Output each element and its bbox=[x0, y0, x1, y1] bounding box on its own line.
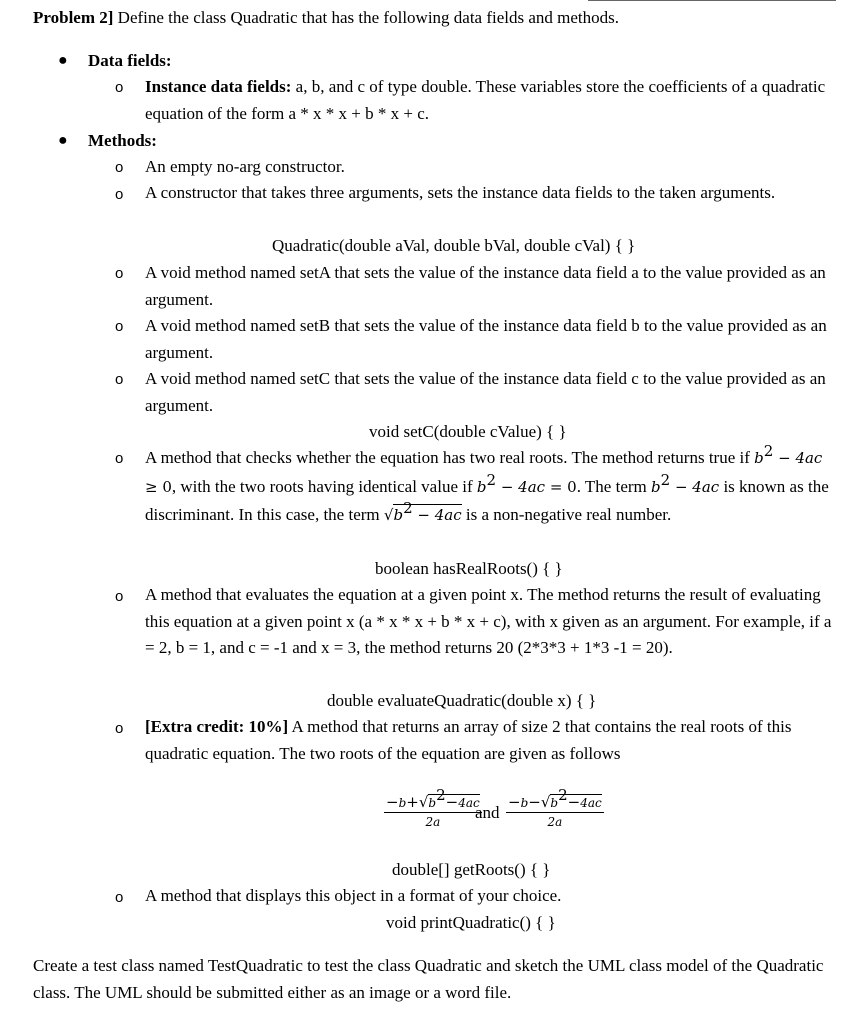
has-real-roots-signature: boolean hasRealRoots() { } bbox=[375, 559, 563, 578]
math-discriminant-ineq: $b^2 - 4ac \ge 0$ bbox=[145, 442, 823, 496]
sub-bullet: o bbox=[115, 265, 124, 282]
three-arg-constructor-item: A constructor that takes three arguments, sets the instance data fields to the taken arguments. bbox=[145, 183, 776, 202]
math-sqrt-discriminant: $√b^2 - 4ac$ bbox=[383, 499, 462, 524]
instance-fields-label: Instance data fields: bbox=[145, 77, 292, 96]
top-rule bbox=[588, 0, 836, 1]
sub-bullet: o bbox=[115, 186, 124, 203]
sub-bullet: o bbox=[115, 889, 124, 906]
get-roots-signature: double[] getRoots() { } bbox=[392, 860, 551, 879]
setA-item: A void method named setA that sets the value of the instance data field a to the value provided as an argument. bbox=[145, 263, 826, 309]
problem-heading bbox=[33, 5, 619, 32]
sub-bullet: o bbox=[115, 720, 124, 737]
evaluate-item: A method that evaluates the equation at a given point x. The method returns the result of evaluating this equation at a given point x (a * x * x + b * x + c), with x given as an argument. For example, if a = 2, b = 1, and c = -1 and x = 3, the method returns 20 (2*3*3 + 1*3 -1 = 20). bbox=[145, 585, 832, 658]
closing-paragraph: Create a test class named TestQuadratic to test the class Quadratic and sketch the UML class model of the Quadratic class. The UML should be submitted either as an image or a word file. bbox=[33, 956, 824, 1002]
math-term: $b^2 - 4ac$ bbox=[651, 470, 720, 496]
has-real-roots-item: A method that checks whether the equation has two real roots. The method returns true if $b^2 - 4ac \ge 0$, with the two roots having identical value if $b^2 - 4ac = 0$. The term $b^2 - 4ac$ is known as the discriminant. In this case, the term $√b^2 - 4ac$ is a non-negative real number. bbox=[145, 442, 829, 524]
setC-signature: void setC(double cValue) { } bbox=[369, 422, 567, 441]
extra-credit-label: [Extra credit: 10%] bbox=[145, 717, 289, 736]
and-word: and bbox=[475, 803, 500, 822]
print-item: A method that displays this object in a format of your choice. bbox=[145, 886, 562, 905]
instance-fields-item bbox=[145, 74, 835, 127]
empty-constructor-item: An empty no-arg constructor. bbox=[145, 157, 345, 176]
instance-fields-text: a, b, and c of type double. These variables store the coefficients of a quadratic equation of the form a * x * x + b * x + c. bbox=[145, 77, 826, 123]
root-formula-plus: $\frac{-b+√b^2-4ac}{2a}$ bbox=[386, 786, 480, 829]
bullet-dot: ● bbox=[58, 132, 68, 149]
sub-bullet: o bbox=[115, 159, 124, 176]
setC-item: A void method named setC that sets the value of the instance data field c to the value provided as an argument. bbox=[145, 369, 826, 415]
sub-bullet: o bbox=[115, 371, 124, 388]
math-discriminant-eq: $b^2 - 4ac = 0$ bbox=[476, 470, 577, 496]
problem-text: Define the class Quadratic that has the following data fields and methods. bbox=[113, 8, 620, 27]
bullet-dot: ● bbox=[58, 52, 68, 69]
sub-bullet: o bbox=[115, 79, 124, 96]
data-fields-heading: Data fields: bbox=[88, 51, 172, 70]
constructor-signature: Quadratic(double aVal, double bVal, double cVal) { } bbox=[272, 236, 636, 255]
extra-credit-text: A method that returns an array of size 2 that contains the real roots of this quadratic equation. The two roots of the equation are given as follows bbox=[145, 717, 792, 763]
print-signature: void printQuadratic() { } bbox=[386, 913, 556, 932]
get-roots-item bbox=[145, 714, 835, 767]
sub-bullet: o bbox=[115, 588, 124, 605]
methods-heading: Methods: bbox=[88, 131, 157, 150]
evaluate-signature: double evaluateQuadratic(double x) { } bbox=[327, 691, 597, 710]
root-formula-minus: $\frac{-b-√b^2-4ac}{2a}$ bbox=[508, 786, 602, 829]
problem-label: Problem 2] bbox=[33, 8, 114, 27]
setB-item: A void method named setB that sets the value of the instance data field b to the value provided as an argument. bbox=[145, 316, 827, 362]
sub-bullet: o bbox=[115, 450, 124, 467]
sub-bullet: o bbox=[115, 318, 124, 335]
